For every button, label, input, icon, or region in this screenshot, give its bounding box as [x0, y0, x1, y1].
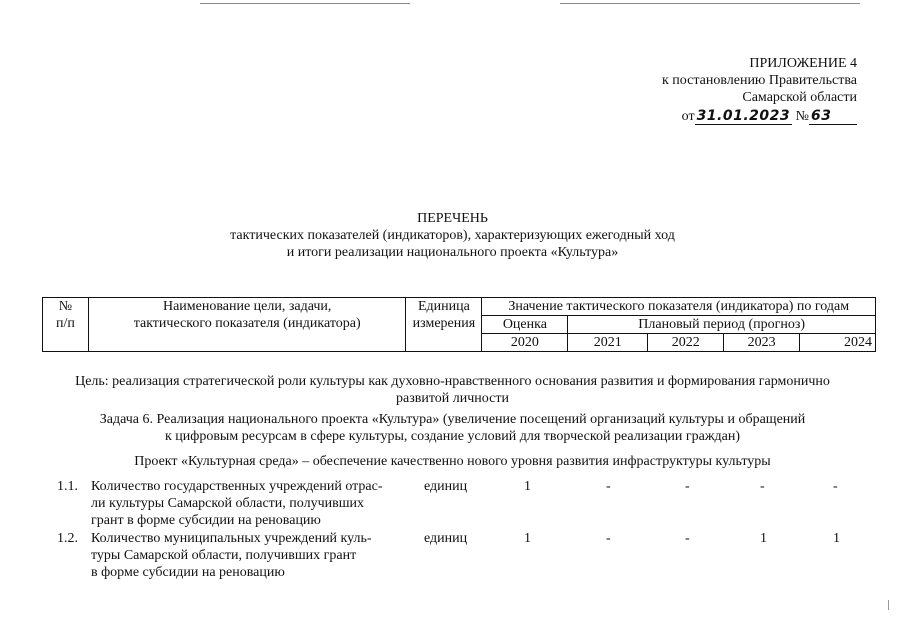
- header-unit-cell: Единица измерения: [406, 298, 482, 352]
- handwritten-number: 63: [809, 109, 857, 125]
- heading-line-2: тактических показателей (индикаторов), характеризующих ежегодный ход: [230, 228, 675, 243]
- header-year: 2022: [648, 334, 724, 352]
- row-unit: единиц: [424, 531, 468, 546]
- goal-line-2: развитой личности: [396, 391, 509, 406]
- task-line-2: к цифровым ресурсам в сфере культуры, создание условий для творческой реализации граждан): [164, 429, 741, 444]
- header-number-cell: № п/п: [43, 298, 89, 352]
- row-value-2020: 1: [524, 479, 531, 494]
- header-year: 2023: [724, 334, 800, 352]
- row-value-2023: 1: [760, 531, 767, 546]
- appendix-decree-line: к постановлению Правительства: [661, 73, 857, 88]
- header-plan-period: Плановый период (прогноз): [568, 316, 876, 334]
- header-values-by-year: Значение тактического показателя (индикатора) по годам: [482, 298, 876, 316]
- row-value-2024: -: [833, 479, 838, 494]
- header-year: 2020: [482, 334, 568, 352]
- heading-line-3: и итоги реализации национального проекта «Культура»: [286, 245, 619, 260]
- appendix-title: ПРИЛОЖЕНИЕ 4: [749, 56, 857, 71]
- number-label: №: [795, 109, 809, 124]
- header-year: 2021: [568, 334, 648, 352]
- task-line-1: Задача 6. Реализация национального проекта «Культура» (увеличение посещений организаций культуры и обращений: [99, 412, 806, 427]
- row-value-2021: -: [606, 479, 611, 494]
- appendix-date-number-line: [662, 108, 857, 125]
- row-value-2020: 1: [524, 531, 531, 546]
- row-value-2021: -: [606, 531, 611, 546]
- document-heading: [0, 210, 905, 261]
- heading-title: ПЕРЕЧЕНЬ: [417, 211, 488, 226]
- header-year: 2024: [800, 334, 876, 352]
- indicators-table-header: [42, 297, 876, 352]
- project-line: Проект «Культурная среда» – обеспечение качественно нового уровня развития инфраструктуры культуры: [134, 454, 771, 469]
- row-value-2022: -: [685, 479, 690, 494]
- scan-speck: [888, 600, 889, 610]
- scan-edge-line: [200, 3, 410, 4]
- from-label: от: [681, 109, 695, 124]
- row-value-2022: -: [685, 531, 690, 546]
- header-name-cell: Наименование цели, задачи, тактического показателя (индикатора): [88, 298, 406, 352]
- row-number: 1.2.: [57, 531, 78, 546]
- row-indicator-name: Количество государственных учреждений отрас- ли культуры Самарской области, получивших грант в форме субсидии на реновацию: [91, 479, 383, 528]
- row-value-2024: 1: [833, 531, 840, 546]
- row-unit: единиц: [424, 479, 468, 494]
- goal-line-1: Цель: реализация стратегической роли культуры как духовно-нравственного основания развития и формирования гармонично: [75, 374, 830, 389]
- row-number: 1.1.: [57, 479, 78, 494]
- appendix-region-line: Самарской области: [742, 90, 857, 105]
- appendix-block: [662, 55, 857, 125]
- row-indicator-name: Количество муниципальных учреждений куль- туры Самарской области, получивших грант в форме субсидии на реновацию: [91, 531, 372, 580]
- header-estimate: Оценка: [482, 316, 568, 334]
- handwritten-date: 31.01.2023: [696, 108, 791, 124]
- scan-edge-line: [560, 3, 860, 4]
- row-value-2023: -: [760, 479, 765, 494]
